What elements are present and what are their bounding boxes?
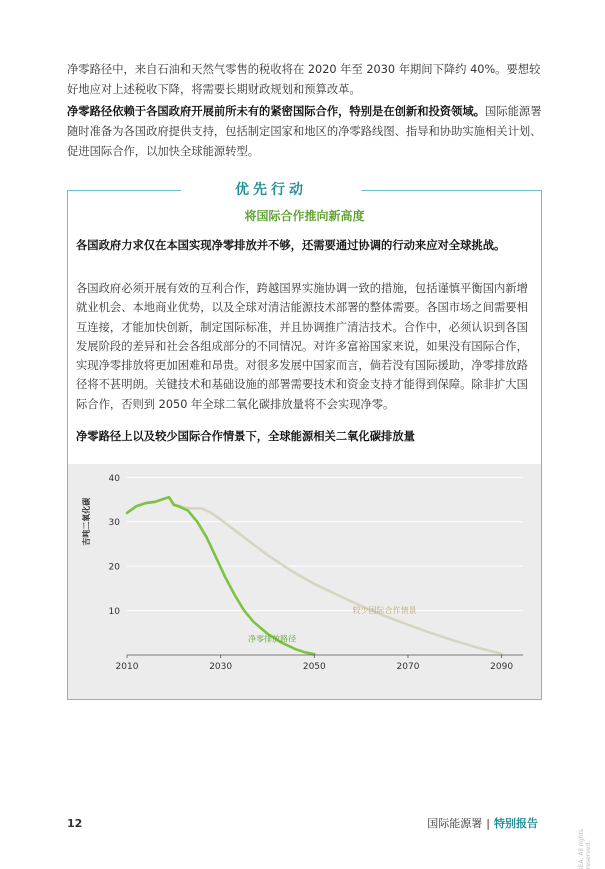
paragraph-cooperation-rest: 国际能源署随时准备为各国政府提供支持，包括制定国家和地区的净零路线图、指导和协助实施相关计划、促进国际合作，以加快全球能源转型。	[67, 105, 542, 158]
footer-report: 特别报告	[494, 817, 538, 830]
x-tick-label-2070: 2070	[396, 662, 420, 672]
x-tick-label-2090: 2090	[490, 662, 514, 672]
chart-series	[127, 497, 502, 654]
footer-brand	[427, 815, 538, 831]
box-lead: 各国政府力求仅在本国实现净零排放并不够，还需要通过协调的行动来应对全球挑战。	[76, 239, 506, 252]
y-tick-label-30: 30	[108, 518, 120, 529]
footer-org: 国际能源署	[427, 817, 483, 830]
x-tick-label-2010: 2010	[115, 662, 139, 672]
paragraph-cooperation-bold: 净零路径依赖于各国政府开展前所未有的紧密国际合作，特别是在创新和投资领域。	[67, 105, 485, 118]
y-tick-label-10: 10	[108, 607, 120, 618]
chart-gridlines	[127, 477, 523, 610]
x-tick-label-2050: 2050	[302, 662, 326, 672]
box-subtitle: 将国际合作推向新高度	[244, 209, 365, 223]
series-annotation-1: 净零排放路径	[248, 634, 297, 644]
page-number: 12	[67, 817, 83, 830]
series-line-0	[127, 497, 502, 653]
box-title: 优先行动	[235, 182, 307, 198]
series-annotation-0: 较少国际合作情景	[352, 605, 417, 615]
y-tick-label-40: 40	[108, 473, 120, 484]
box-body: 各国政府必须开展有效的互利合作，跨越国界实施协调一致的措施，包括谨慎平衡国内新增就业机会、本地商业优势，以及全球对清洁能源技术部署的整体需要。各国市场之间需要相互连接，才能加快创新，制定国际标准，并且协调推广清洁技术。合作中，必须认识到各国发展阶段的差异和社会各组成部分的不同情况。对许多富裕国家来说，如果没有国际合作，实现净零排放将更加困难和昂贵。对很多发展中国家而言，倘若没有国际援助，净零排放路径将不甚明朗。关键技术和基础设施的部署需要技术和资金支持才能得到保障。除非扩大国际合作，否则到 2050 年全球二氧化碳排放量将不会实现净零。	[76, 282, 528, 411]
y-axis-label: 吉吨二氧化碳	[82, 497, 91, 546]
side-note: IEA. All rights reserved.	[578, 829, 592, 869]
chart-title: 净零路径上以及较少国际合作情景下，全球能源相关二氧化碳排放量	[76, 430, 415, 443]
x-tick-label-2030: 2030	[209, 662, 233, 672]
footer-separator: |	[486, 817, 490, 830]
y-tick-label-20: 20	[108, 562, 120, 573]
paragraph-tax: 净零路径中，来自石油和天然气零售的税收将在 2020 年至 2030 年期间下降约 40%。要想较好地应对上述税收下降，将需要长期财政规划和预算改革。	[67, 63, 541, 96]
